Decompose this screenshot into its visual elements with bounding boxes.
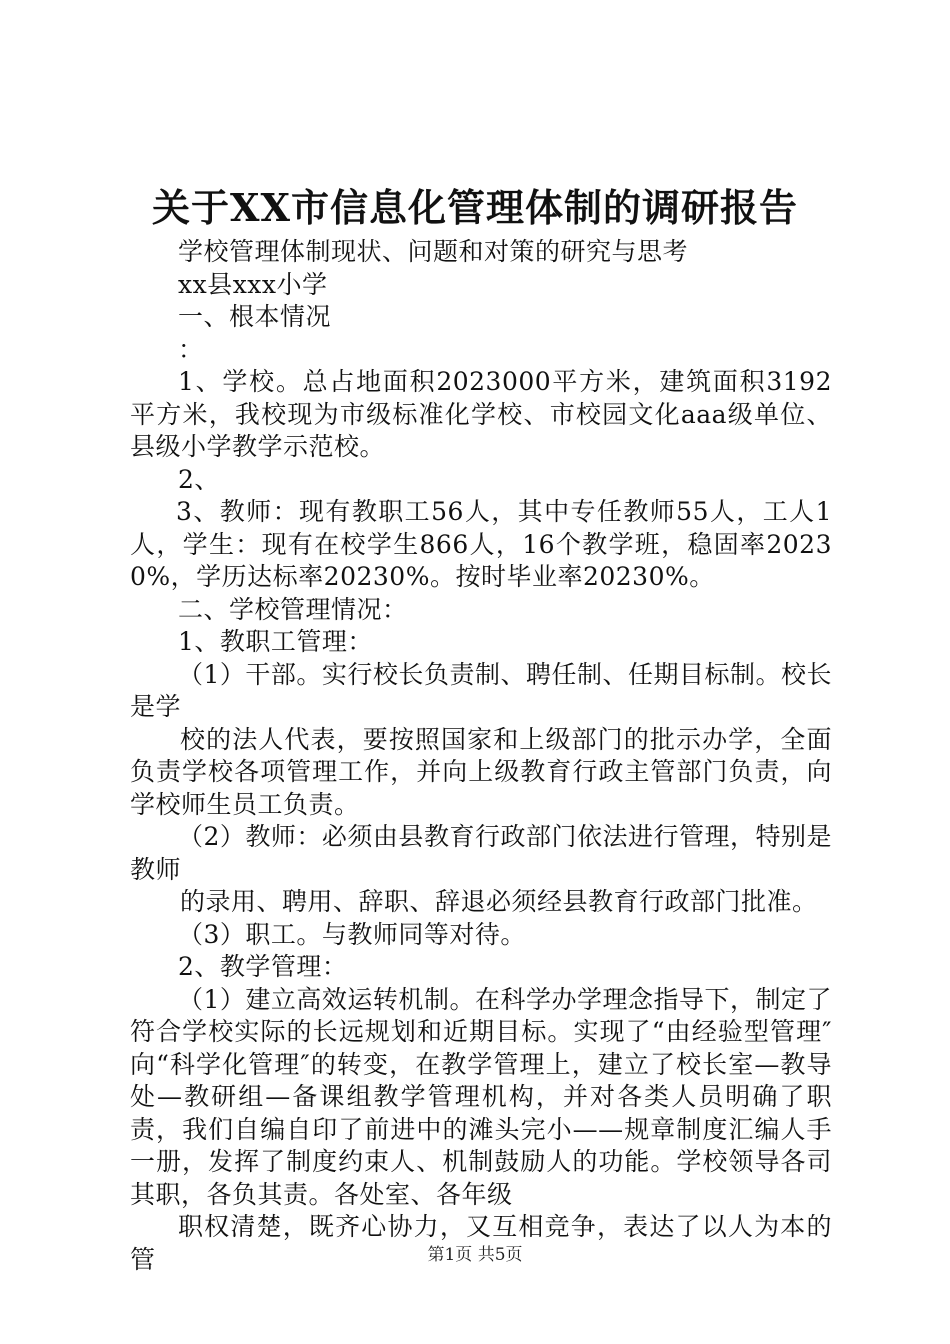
section-heading-management: 二、学校管理情况： <box>178 594 408 624</box>
paragraph-workers: （3）职工。与教师同等对待。 <box>178 919 526 949</box>
paragraph-cadres-continued: 校的法人代表，要按照国家和上级部门的批示办学，全面负责学校各项管理工作，并向上级教育行政主管部门负责，向学校师生员工负责。 <box>130 724 832 819</box>
document-body <box>130 236 832 1276</box>
paragraph-item-2: 2、 <box>178 464 220 494</box>
paragraph-teacher-management: （2）教师：必须由县教育行政部门依法进行管理，特别是教师 <box>130 822 832 884</box>
paragraph-school: 1、学校。总占地面积2023000平方米，建筑面积3192平方米，我校现为市级标准化学校、市校园文化aaa级单位、县级小学教学示范校。 <box>130 367 832 461</box>
paragraph-efficient-mechanism: （1）建立高效运转机制。在科学办学理念指导下，制定了符合学校实际的长远规划和近期目标。实现了“由经验型管理″向“科学化管理″的转变，在教学管理上，建立了校长室—教导处—教研组—备课组教学管理机构，并对各类人员明确了职责，我们自编自印了前进中的滩头完小——规章制度汇编人手一册，发挥了制度约束人、机制鼓励人的功能。学校领导各司其职，各负其责。各处室、各年级 <box>130 984 832 1209</box>
document-title: 关于XX市信息化管理体制的调研报告 <box>152 185 798 230</box>
paragraph-cadres: （1）干部。实行校长负责制、聘任制、任期目标制。校长是学 <box>130 659 832 721</box>
paragraph-responsibilities: 职权清楚，既齐心协力，又互相竞争，表达了以人为本的管 <box>130 1212 832 1274</box>
subheading-staff-management: 1、教职工管理： <box>178 627 373 656</box>
paragraph-teachers: 3、教师：现有教职工56人，其中专任教师55人，工人1人，学生：现有在校学生866人，16个教学班，稳固率20230%，学历达标率20230%。按时毕业率20230%。 <box>130 497 832 591</box>
subtitle-paragraph: 学校管理体制现状、问题和对策的研究与思考 <box>178 237 689 266</box>
colon-paragraph: ： <box>178 334 204 364</box>
section-heading-basic: 一、根本情况 <box>178 302 332 331</box>
paragraph-teacher-management-continued: 的录用、聘用、辞职、辞退必须经县教育行政部门批准。 <box>180 887 818 916</box>
school-name-paragraph: xx县xxx小学 <box>178 269 328 299</box>
page-footer: 第1页 共5页 <box>427 1245 523 1265</box>
subheading-teaching-management: 2、教学管理： <box>178 952 348 981</box>
